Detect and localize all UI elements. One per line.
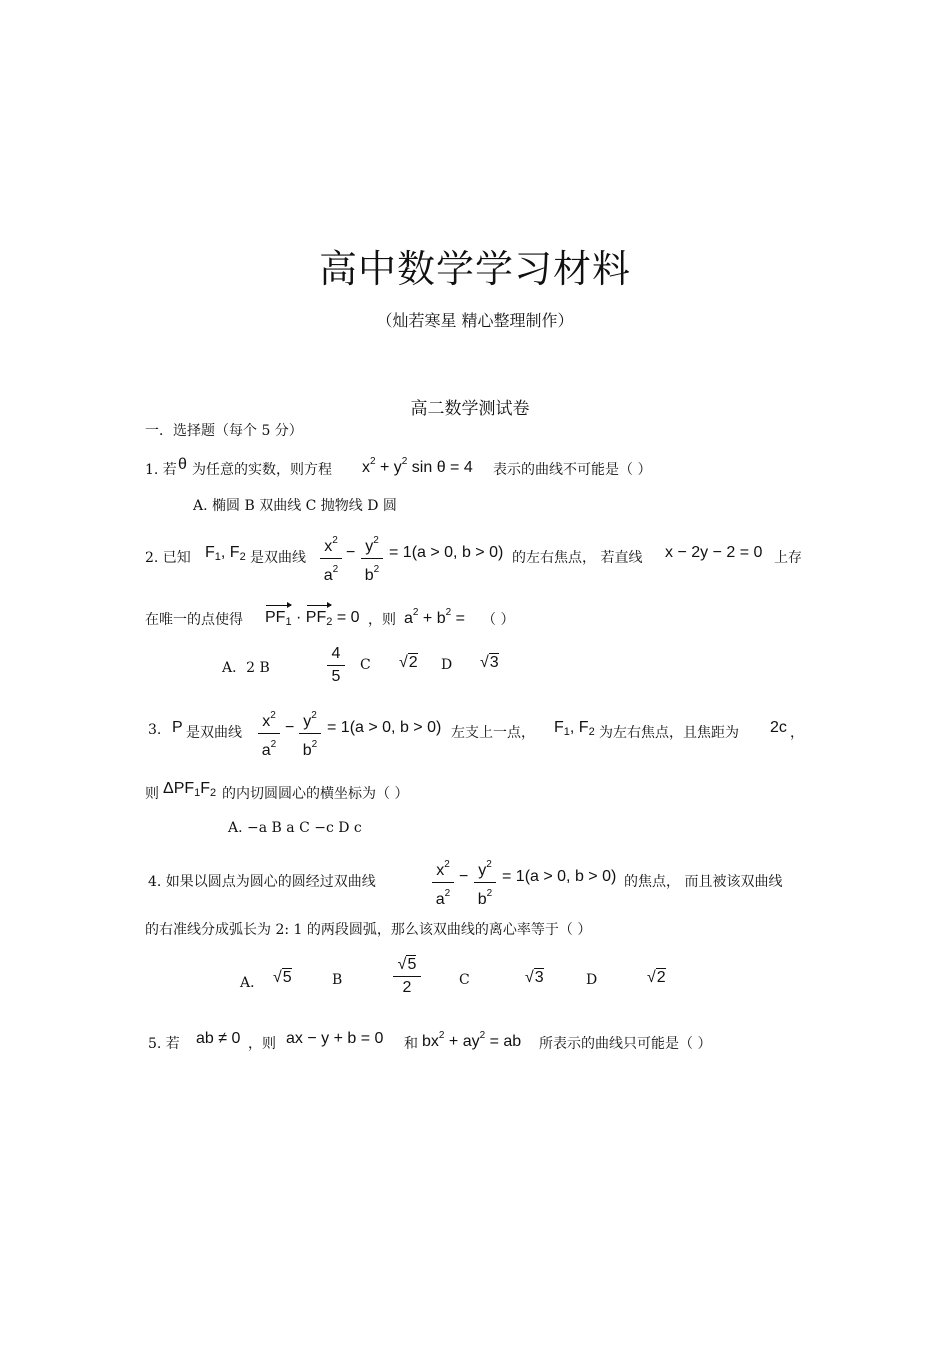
q3-text-e: ， — [790, 725, 804, 741]
q3-text-d: 为左右焦点，且焦距为 — [599, 725, 739, 741]
q1-text-a: 1. 若 — [145, 462, 177, 478]
q2-math-cond: = 1(a > 0, b > 0) — [389, 544, 504, 561]
q4-text-b: 的焦点， 而且被该双曲线 — [624, 874, 783, 890]
q2-text-b: 是双曲线 — [250, 550, 306, 566]
q2-math-sqrt3: √3 — [480, 654, 499, 671]
q2-math-sqrt2: √2 — [399, 654, 418, 671]
q3-minus: − — [285, 719, 295, 736]
q2-frac-four-fifths: 4 5 — [327, 645, 345, 686]
test-title: 高二数学测试卷 — [410, 399, 530, 419]
q2-choice-a: A．2 B — [222, 660, 270, 676]
section-heading: 一．选择题（每个 5 分） — [145, 423, 303, 439]
q5-text-a: 5. 若 — [148, 1036, 180, 1052]
q2-choice-d: D — [441, 657, 453, 673]
q5-text-b: ，则 — [248, 1036, 276, 1052]
q3-text-a: 3. — [148, 722, 162, 738]
q1-choices: A. 椭圆 B 双曲线 C 抛物线 D 圆 — [193, 498, 397, 514]
q4-choice-a: A． — [240, 975, 265, 991]
q1-equation: $x^2 + y^2$ sin θ = 4 — [362, 456, 473, 476]
q1-text-c: 表示的曲线不可能是（ ） — [493, 462, 652, 478]
document-title: 高中数学学习材料 — [318, 247, 631, 291]
q2-minus: − — [346, 544, 356, 561]
q2-frac-y: $y^2$ $b^2$ — [361, 532, 383, 585]
document-subtitle: （灿若寒星 精心整理制作） — [376, 311, 574, 330]
q4-math-sqrt3: √3 — [525, 969, 544, 986]
q2-math-sum: $a^2 + b^2$ = — [404, 607, 465, 627]
q2-text-d: 上存 — [774, 550, 802, 566]
q3-math-triangle: $\Delta PF_1F_2$ — [163, 780, 217, 799]
q5-math-ab: ab ≠ 0 — [196, 1030, 241, 1047]
q2-text-a: 2. 已知 — [145, 550, 191, 566]
q4-frac-sqrt5-over-2: √5 2 — [393, 956, 421, 997]
q2-math-foci: $F_1$, $F_2$ — [205, 544, 246, 563]
q4-choice-b: B — [332, 972, 343, 988]
q4-choice-c: C — [459, 972, 470, 988]
q3-math-cond: = 1(a > 0, b > 0) — [327, 719, 442, 736]
q4-text-a: 4. 如果以圆点为圆心的圆经过双曲线 — [148, 874, 376, 890]
q4-math-sqrt5: √5 — [273, 969, 292, 986]
q3-frac-y: $y^2$ $b^2$ — [299, 707, 321, 760]
q1-text-b: 为任意的实数，则方程 — [192, 462, 332, 478]
q4-choice-d: D — [586, 972, 598, 988]
q2-choice-c: C — [360, 657, 371, 673]
q3-math-foci: $F_1$, $F_2$ — [554, 719, 595, 738]
q4-minus: − — [459, 868, 469, 885]
q2-text-e: 在唯一的点使得 — [145, 612, 243, 628]
q4-frac-y: $y^2$ $b^2$ — [474, 856, 496, 909]
q3-text-f: 则 — [145, 786, 159, 802]
q3-text-c: 左支上一点， — [451, 725, 535, 741]
q4-math-cond: = 1(a > 0, b > 0) — [502, 868, 617, 885]
q5-math-curve: $bx^2 + ay^2$ = ab — [422, 1030, 522, 1050]
q5-text-d: 所表示的曲线只可能是（ ） — [539, 1036, 712, 1052]
q2-math-line: x − 2y − 2 = 0 — [665, 544, 763, 561]
q3-text-g: 的内切圆圆心的横坐标为（ ） — [222, 786, 409, 802]
q4-frac-x: $x^2$ $a^2$ — [432, 856, 454, 909]
q4-math-sqrt2: √2 — [647, 969, 666, 986]
q5-math-line: ax − y + b = 0 — [286, 1030, 384, 1047]
q2-text-c: 的左右焦点， 若直线 — [512, 550, 643, 566]
q2-text-f: ，则 — [368, 612, 396, 628]
q2-text-g: （ ） — [482, 612, 515, 628]
q2-math-vectors: $PF_1 \cdot PF_2 = 0$ — [265, 609, 360, 628]
q3-frac-x: $x^2$ $a^2$ — [258, 707, 280, 760]
q4-text-c: 的右准线分成弧长为 2: 1 的两段圆弧，那么该双曲线的离心率等于（ ） — [145, 922, 592, 938]
q1-math-theta: θ — [178, 456, 187, 473]
q3-text-b: 是双曲线 — [186, 725, 242, 741]
q5-text-c: 和 — [404, 1036, 418, 1052]
q2-frac-x: $x^2$ $a^2$ — [320, 532, 342, 585]
q3-math-p: P — [172, 719, 183, 736]
q3-math-2c: 2c — [770, 719, 787, 736]
q3-choices: A. −a B a C −c D c — [228, 820, 362, 836]
